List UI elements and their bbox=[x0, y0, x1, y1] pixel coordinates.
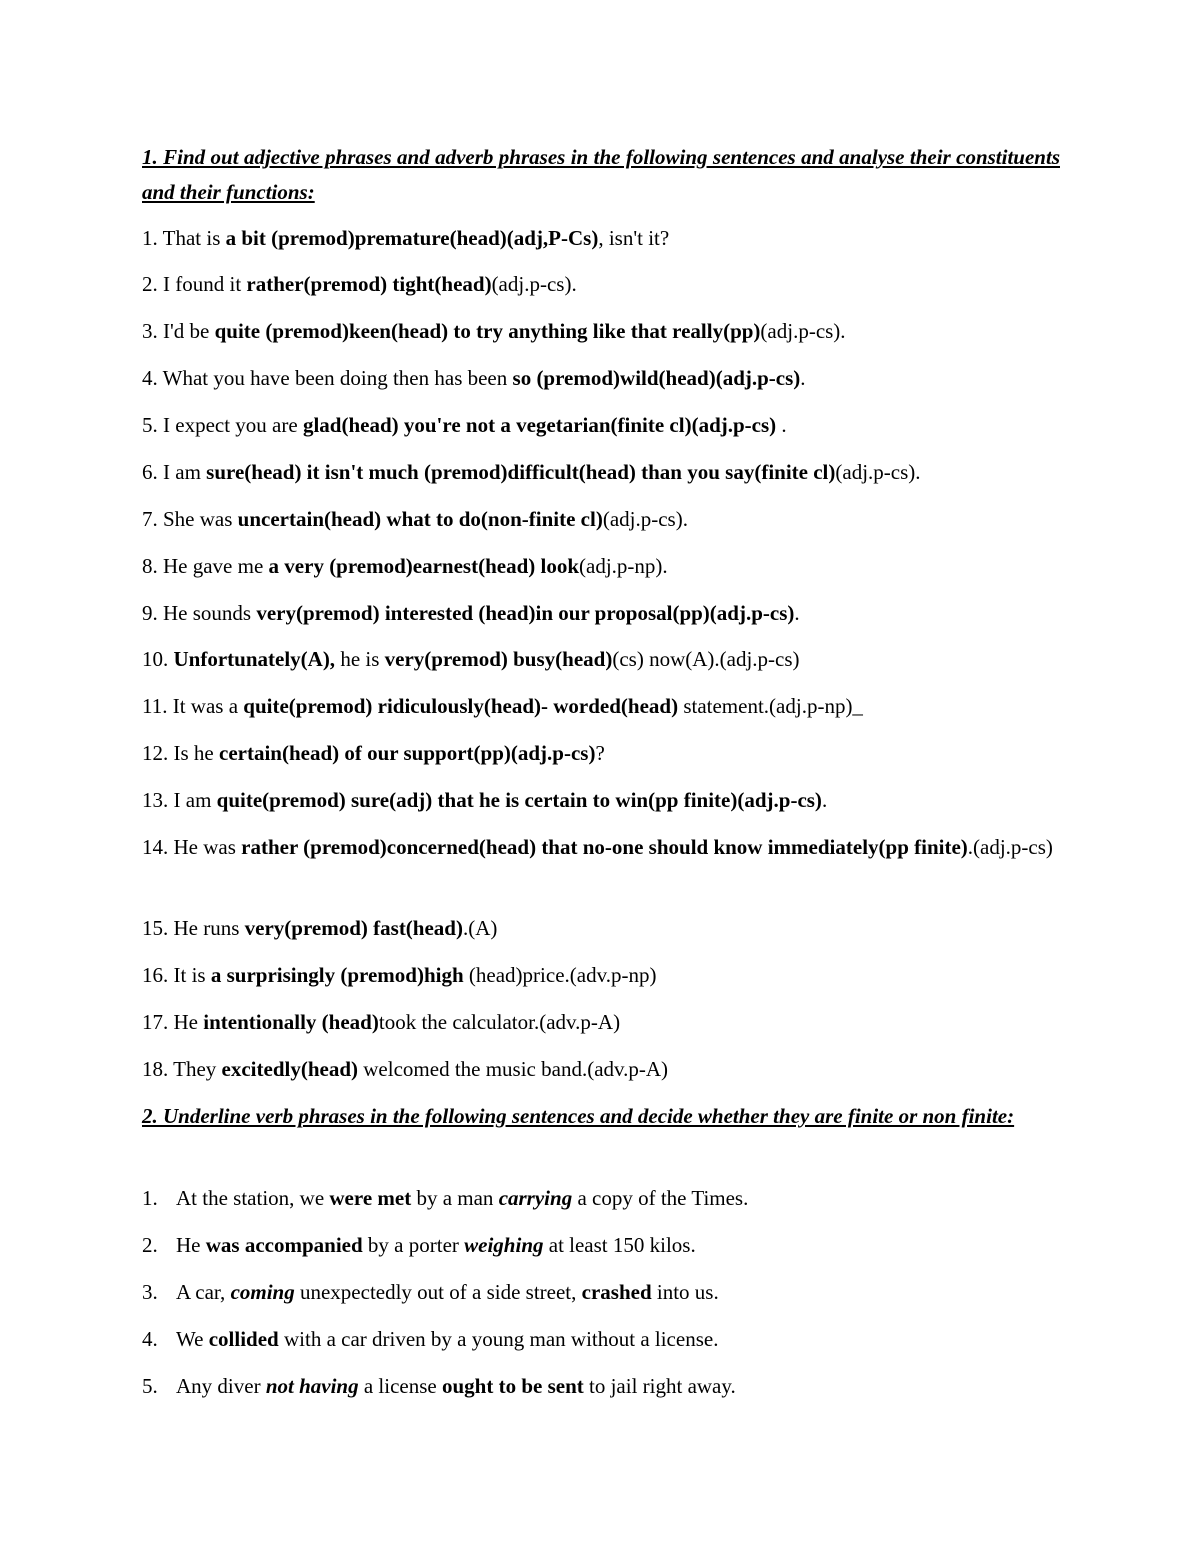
sentence-item bbox=[142, 408, 1060, 443]
sentence-part: quite (premod)keen(head) to try anything like that really(pp) bbox=[214, 319, 761, 343]
sentence-part: so (premod)wild(head)(adj.p-cs) bbox=[512, 366, 801, 390]
sentence-part: . bbox=[776, 413, 787, 437]
exercise-item bbox=[142, 1275, 1060, 1310]
exercise-part: Any diver bbox=[176, 1374, 266, 1398]
item-number: 3. bbox=[142, 1280, 158, 1304]
section1-heading: 1. Find out adjective phrases and adverb phrases in the following sentences and analyse their constituents and their functions: bbox=[142, 145, 1060, 204]
exercise-part: by a man bbox=[411, 1186, 499, 1210]
sentence-part: . bbox=[794, 601, 800, 625]
sentence-part: 7. She was bbox=[142, 507, 238, 531]
sentence-item bbox=[142, 267, 1060, 302]
sentence-part: 2. I found it bbox=[142, 272, 247, 296]
exercise-item bbox=[142, 1369, 1060, 1404]
sentence-part: statement.(adj.p-np)_ bbox=[678, 694, 863, 718]
sentence-part: 16. It is bbox=[142, 963, 211, 987]
sentence-part: sure(head) it isn't much (premod)difficult(head) than you say(finite cl) bbox=[206, 460, 836, 484]
sentence-part: took the calculator.(adv.p-A) bbox=[378, 1010, 621, 1034]
exercise-part: collided bbox=[208, 1327, 279, 1351]
exercise-part: crashed bbox=[581, 1280, 652, 1304]
sentence-part: . bbox=[821, 788, 828, 812]
sentence-part: 3. I'd be bbox=[142, 319, 215, 343]
sentence-item bbox=[142, 911, 1060, 946]
sentence-part: rather(premod) tight(head) bbox=[246, 272, 492, 296]
exercise-part: was accompanied bbox=[205, 1233, 363, 1257]
sentence-part: (adj.p-cs). bbox=[835, 460, 921, 484]
sentence-item bbox=[142, 783, 1060, 818]
exercise-part: by a porter bbox=[362, 1233, 465, 1257]
exercise-part: with a car driven by a young man without a license. bbox=[278, 1327, 719, 1351]
sentence-item bbox=[142, 361, 1060, 396]
item-number: 5. bbox=[142, 1374, 158, 1398]
sentence-part: .(adj.p-cs) bbox=[967, 835, 1053, 859]
exercise-part: carrying bbox=[498, 1186, 573, 1210]
sentence-part: 18. They bbox=[142, 1057, 222, 1081]
sentence-item bbox=[142, 689, 1060, 724]
sentence-part: a very (premod)earnest(head) look bbox=[268, 554, 580, 578]
sentence-part: ? bbox=[595, 741, 605, 765]
sentence-part: 15. He runs bbox=[142, 916, 245, 940]
sentence-part: 1. That is bbox=[142, 226, 226, 250]
sentence-part: (adj.p-cs). bbox=[760, 319, 846, 343]
exercise-part: We bbox=[176, 1327, 209, 1351]
exercise-item bbox=[142, 1228, 1060, 1263]
sentence-part: intentionally (head) bbox=[203, 1010, 379, 1034]
sentence-part: (adj.p-np). bbox=[579, 554, 668, 578]
sentence-part: 10. bbox=[142, 647, 174, 671]
sentence-part: 12. Is he bbox=[142, 741, 219, 765]
exercise-part: to jail right away. bbox=[583, 1374, 736, 1398]
exercise-part: not having bbox=[265, 1374, 359, 1398]
sentence-part: 5. I expect you are bbox=[142, 413, 303, 437]
sentence-part: , isn't it? bbox=[598, 226, 670, 250]
exercise-part: At the station, we bbox=[176, 1186, 330, 1210]
exercise-part: weighing bbox=[464, 1233, 544, 1257]
exercise-part: at least 150 kilos. bbox=[543, 1233, 696, 1257]
sentence-part: 17. He bbox=[142, 1010, 204, 1034]
sentence-part: uncertain(head) what to do(non-finite cl) bbox=[237, 507, 603, 531]
sentence-part: 13. I am bbox=[142, 788, 217, 812]
exercise-part: A car, bbox=[176, 1280, 231, 1304]
sentence-part: 14. He was bbox=[142, 835, 242, 859]
sentence-part: certain(head) of our support(pp)(adj.p-cs) bbox=[219, 741, 596, 765]
sentence-part: quite(premod) ridiculously(head)- worded(head) bbox=[243, 694, 679, 718]
exercise-part: a license bbox=[358, 1374, 442, 1398]
exercise-part: were met bbox=[329, 1186, 412, 1210]
sentence-item bbox=[142, 596, 1060, 631]
exercise-item bbox=[142, 1181, 1060, 1216]
sentence-item bbox=[142, 1052, 1060, 1087]
item-number: 4. bbox=[142, 1327, 158, 1351]
sentence-part: (head)price.(adv.p-np) bbox=[463, 963, 657, 987]
sentence-part: (adj.p-cs). bbox=[602, 507, 688, 531]
item-number: 2. bbox=[142, 1233, 158, 1257]
exercise-part: into us. bbox=[651, 1280, 719, 1304]
sentence-part: welcomed the music band.(adv.p-A) bbox=[358, 1057, 669, 1081]
sentence-part: 8. He gave me bbox=[142, 554, 269, 578]
sentence-item bbox=[142, 830, 1060, 865]
sentence-part: a bit (premod)premature(head)(adj,P-Cs) bbox=[225, 226, 599, 250]
exercise-part: He bbox=[176, 1233, 206, 1257]
sentence-part: (cs) now(A).(adj.p-cs) bbox=[612, 647, 800, 671]
exercise-part: ought to be sent bbox=[441, 1374, 584, 1398]
sentence-part: excitedly(head) bbox=[221, 1057, 359, 1081]
sentence-part: 11. It was a bbox=[142, 694, 244, 718]
section2-heading: 2. Underline verb phrases in the following sentences and decide whether they are finite or non finite: bbox=[142, 1104, 1015, 1128]
sentence-item bbox=[142, 314, 1060, 349]
sentence-part: a surprisingly (premod)high bbox=[210, 963, 464, 987]
sentence-item bbox=[142, 642, 1060, 677]
sentence-item bbox=[142, 736, 1060, 771]
sentence-part: quite(premod) sure(adj) that he is certain to win(pp finite)(adj.p-cs) bbox=[216, 788, 822, 812]
sentence-part: (adj.p-cs). bbox=[491, 272, 577, 296]
sentence-item bbox=[142, 221, 1060, 256]
sentence-item bbox=[142, 455, 1060, 490]
sentence-part: very(premod) interested (head)in our proposal(pp)(adj.p-cs) bbox=[256, 601, 795, 625]
sentence-part: glad(head) you're not a vegetarian(finite cl)(adj.p-cs) bbox=[302, 413, 777, 437]
sentence-part: rather (premod)concerned(head) that no-one should know immediately(pp finite) bbox=[241, 835, 968, 859]
sentence-part: Unfortunately(A), bbox=[173, 647, 336, 671]
exercise-item bbox=[142, 1322, 1060, 1357]
exercise-part: a copy of the Times. bbox=[572, 1186, 749, 1210]
sentence-item bbox=[142, 958, 1060, 993]
sentence-part: very(premod) fast(head) bbox=[244, 916, 463, 940]
sentence-item bbox=[142, 549, 1060, 584]
exercise-part: coming bbox=[230, 1280, 295, 1304]
sentence-part: 9. He sounds bbox=[142, 601, 257, 625]
sentence-part: . bbox=[800, 366, 806, 390]
item-number: 1. bbox=[142, 1186, 158, 1210]
sentence-item bbox=[142, 502, 1060, 537]
sentence-item bbox=[142, 1005, 1060, 1040]
sentence-part: he is bbox=[335, 647, 385, 671]
sentence-part: 4. What you have been doing then has been bbox=[142, 366, 513, 390]
sentence-part: .(A) bbox=[462, 916, 498, 940]
exercise-part: unexpectedly out of a side street, bbox=[294, 1280, 582, 1304]
sentence-part: very(premod) busy(head) bbox=[384, 647, 613, 671]
sentence-part: 6. I am bbox=[142, 460, 207, 484]
